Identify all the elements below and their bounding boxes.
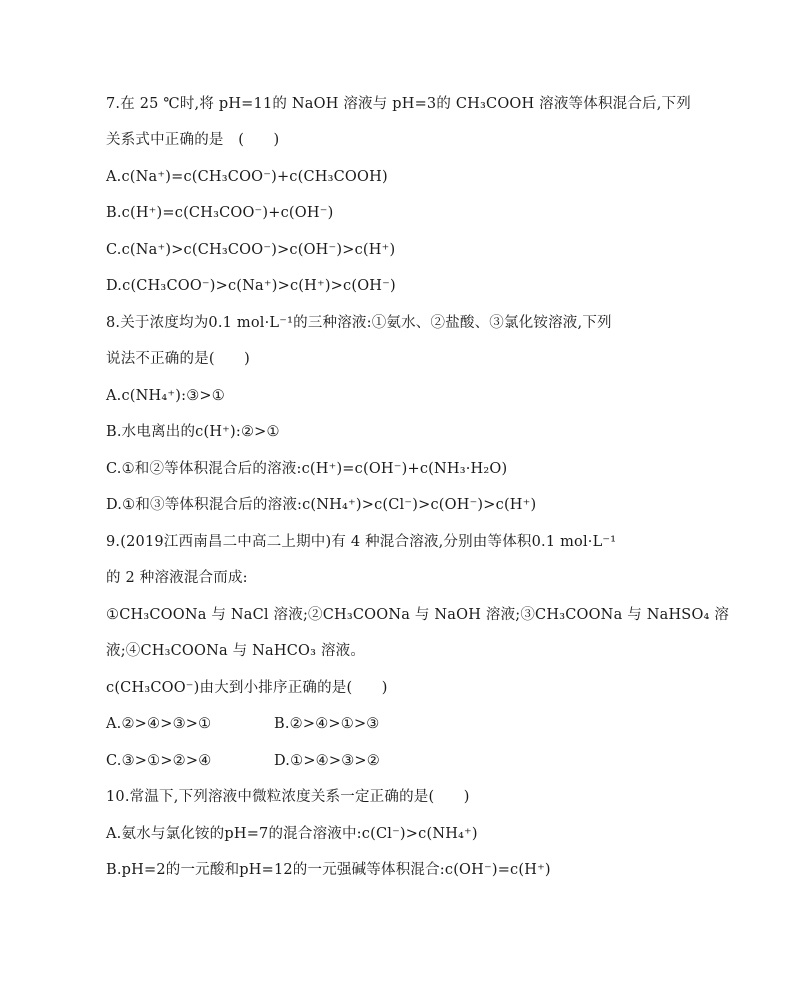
question-7-stem-line-1: 7.在 25 ℃时,将 pH=11的 NaOH 溶液与 pH=3的 CH₃COOH 溶液等体积混合后,下列 [106,96,691,112]
question-10-stem-line-1: 10.常温下,下列溶液中微粒浓度关系一定正确的是( ) [106,789,470,805]
question-9-stem-line-2: 的 2 种溶液混合而成: [106,570,248,586]
question-8-option-a: A.c(NH₄⁺):③>① [106,388,225,404]
question-7-option-b: B.c(H⁺)=c(CH₃COO⁻)+c(OH⁻) [106,205,334,221]
question-7-option-d: D.c(CH₃COO⁻)>c(Na⁺)>c(H⁺)>c(OH⁻) [106,278,396,294]
question-8-option-b: B.水电离出的c(H⁺):②>① [106,424,280,440]
question-9-option-a: A.②>④>③>① [106,716,212,732]
question-9-stem-line-1: 9.(2019江西南昌二中高二上期中)有 4 种混合溶液,分别由等体积0.1 mol·L⁻¹ [106,534,617,550]
question-9-stem-line-3: ①CH₃COONa 与 NaCl 溶液;②CH₃COONa 与 NaOH 溶液;③CH₃COONa 与 NaHSO₄ 溶 [106,607,730,623]
question-7-option-a: A.c(Na⁺)=c(CH₃COO⁻)+c(CH₃COOH) [106,169,388,185]
question-9-option-d: D.①>④>③>② [274,753,380,769]
question-7-stem-line-2: 关系式中正确的是 ( ) [106,132,280,148]
question-10-option-a: A.氨水与氯化铵的pH=7的混合溶液中:c(Cl⁻)>c(NH₄⁺) [106,826,478,842]
question-9-option-c: C.③>①>②>④ [106,753,212,769]
question-8-option-d: D.①和③等体积混合后的溶液:c(NH₄⁺)>c(Cl⁻)>c(OH⁻)>c(H⁺) [106,497,537,513]
question-10-option-b: B.pH=2的一元酸和pH=12的一元强碱等体积混合:c(OH⁻)=c(H⁺) [106,862,551,878]
question-9-stem-line-4: 液;④CH₃COONa 与 NaHCO₃ 溶液。 [106,643,366,659]
question-9-option-b: B.②>④>①>③ [274,716,380,732]
question-8-option-c: C.①和②等体积混合后的溶液:c(H⁺)=c(OH⁻)+c(NH₃·H₂O) [106,461,508,477]
question-8-stem-line-2: 说法不正确的是( ) [106,351,251,367]
question-8-stem-line-1: 8.关于浓度均为0.1 mol·L⁻¹的三种溶液:①氨水、②盐酸、③氯化铵溶液,下列 [106,315,612,331]
question-7-option-c: C.c(Na⁺)>c(CH₃COO⁻)>c(OH⁻)>c(H⁺) [106,242,396,258]
question-9-stem-line-5: c(CH₃COO⁻)由大到小排序正确的是( ) [106,680,388,696]
